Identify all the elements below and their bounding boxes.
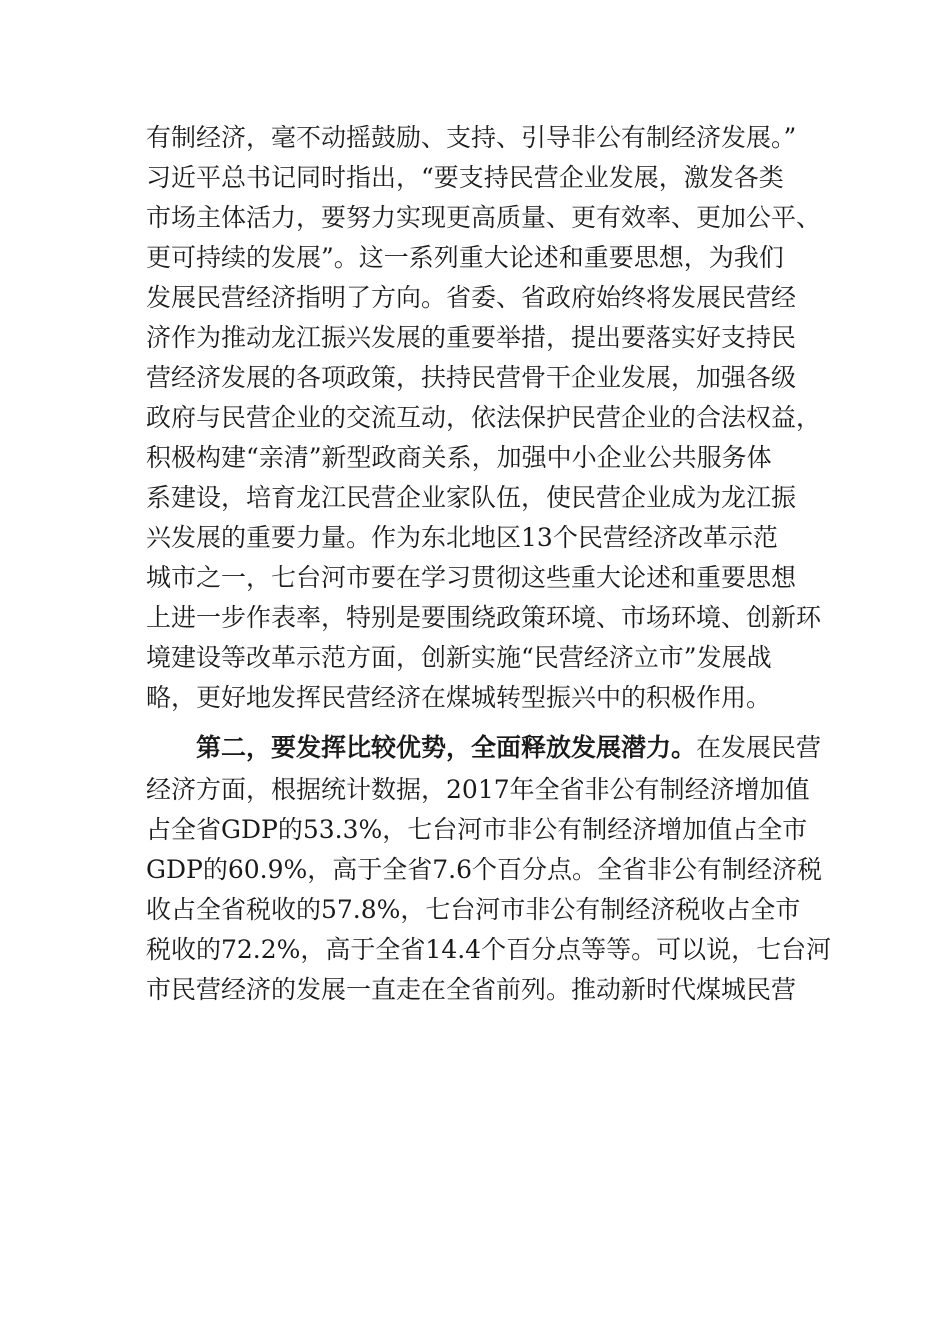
text-line: 市民营经济的发展一直走在全省前列。推动新时代煤城民营 xyxy=(146,975,797,1004)
text-line: 发展民营经济指明了方向。省委、省政府始终将发展民营经 xyxy=(146,283,797,312)
text-line: 市场主体活力，要努力实现更高质量、更有效率、更加公平、 xyxy=(146,203,822,232)
text-line: 有制经济，毫不动摇鼓励、支持、引导非公有制经济发展。” xyxy=(146,123,797,152)
text-line: 营经济发展的各项政策，扶持民营骨干企业发展，加强各级 xyxy=(146,363,797,392)
text-line: 税收的72.2%，高于全省14.4个百分点等等。可以说，七台河 xyxy=(146,935,832,964)
text-line: GDP的60.9%，高于全省7.6个百分点。全省非公有制经济税 xyxy=(146,855,823,884)
paragraph-lead-text: 在发展民营 xyxy=(696,733,822,762)
text-line: 系建设，培育龙江民营企业家队伍，使民营企业成为龙江振 xyxy=(146,483,797,512)
text-line: 收占全省税收的57.8%，七台河市非公有制经济税收占全市 xyxy=(146,895,801,924)
text-line: 积极构建“亲清”新型政商关系，加强中小企业公共服务体 xyxy=(146,443,772,472)
text-line: 经济方面，根据统计数据，2017年全省非公有制经济增加值 xyxy=(146,775,810,804)
text-line: 城市之一，七台河市要在学习贯彻这些重大论述和重要思想 xyxy=(146,563,797,592)
text-line: 更可持续的发展”。这一系列重大论述和重要思想，为我们 xyxy=(146,243,784,272)
text-line: 习近平总书记同时指出，“要支持民营企业发展，激发各类 xyxy=(146,163,784,192)
text-line: 境建设等改革示范方面，创新实施“民营经济立市”发展战 xyxy=(146,643,772,672)
text-line: 兴发展的重要力量。作为东北地区13个民营经济改革示范 xyxy=(146,523,778,552)
text-line: 政府与民营企业的交流互动，依法保护民营企业的合法权益， xyxy=(146,403,822,432)
text-line: 略，更好地发挥民营经济在煤城转型振兴中的积极作用。 xyxy=(146,683,772,712)
text-line: 占全省GDP的53.3%，七台河市非公有制经济增加值占全市 xyxy=(146,815,808,844)
paragraph-heading: 第二，要发挥比较优势，全面释放发展潜力。 xyxy=(196,733,697,762)
text-line: 济作为推动龙江振兴发展的重要举措，提出要落实好支持民 xyxy=(146,323,797,352)
text-line: 上进一步作表率，特别是要围绕政策环境、市场环境、创新环 xyxy=(146,603,822,632)
paragraph-first-line xyxy=(146,729,822,767)
